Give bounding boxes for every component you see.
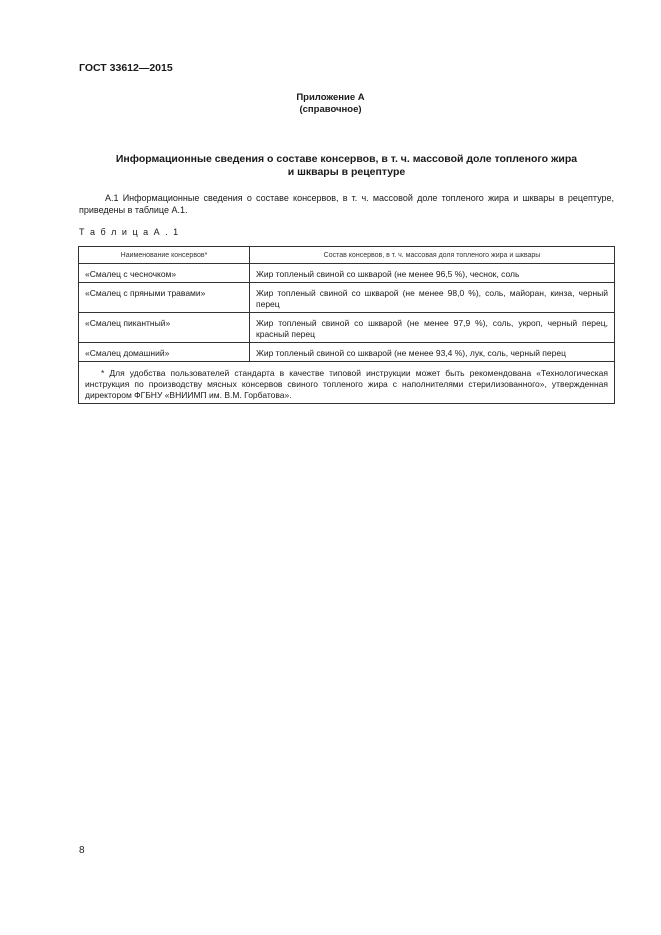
section-title-line-2: и шквары в рецептуре (287, 166, 406, 178)
appendix-heading (0, 92, 661, 116)
table-footnote: * Для удобства пользователей стандарта в качестве типовой инструкции может быть рекомендована «Технологическая инструкция по производству мясных консервов свиного топленого жира с наполнителями стерилизованного», утвержденная директором ФГБНУ «ВНИИМП им. В.М. Горбатова». (79, 362, 615, 404)
appendix-title: Приложение А (296, 92, 365, 103)
composition-cell: Жир топленый свиной со шкварой (не менее 93,4 %), лук, соль, черный перец (250, 343, 615, 362)
table-row (79, 313, 615, 343)
table-label: Т а б л и ц а А . 1 (79, 227, 180, 237)
standard-code: ГОСТ 33612—2015 (79, 62, 173, 74)
product-name-cell: «Смалец домашний» (79, 343, 250, 362)
product-name-cell: «Смалец с чесночком» (79, 264, 250, 283)
composition-table (78, 246, 615, 404)
appendix-type: (справочное) (299, 104, 362, 115)
composition-cell: Жир топленый свиной со шкварой (не менее 97,9 %), соль, укроп, черный перец, красный перец (250, 313, 615, 343)
section-title (79, 153, 614, 179)
composition-cell: Жир топленый свиной со шкварой (не менее 98,0 %), соль, майоран, кинза, черный перец (250, 283, 615, 313)
table-row (79, 283, 615, 313)
table-row (79, 264, 615, 283)
header-composition: Состав консервов, в т. ч. массовая доля топленого жира и шквары (250, 247, 615, 264)
table-row (79, 343, 615, 362)
intro-paragraph: А.1 Информационные сведения о составе консервов, в т. ч. массовой доле топленого жира и шквары в рецептуре, приведены в таблице А.1. (79, 193, 614, 215)
page-number: 8 (79, 845, 85, 856)
composition-cell: Жир топленый свиной со шкварой (не менее 96,5 %), чеснок, соль (250, 264, 615, 283)
product-name-cell: «Смалец с пряными травами» (79, 283, 250, 313)
table-header-row (79, 247, 615, 264)
product-name-cell: «Смалец пикантный» (79, 313, 250, 343)
header-product-name: Наименование консервов* (79, 247, 250, 264)
section-title-line-1: Информационные сведения о составе консервов, в т. ч. массовой доле топленого жира (115, 153, 578, 165)
table-footnote-row (79, 362, 615, 404)
